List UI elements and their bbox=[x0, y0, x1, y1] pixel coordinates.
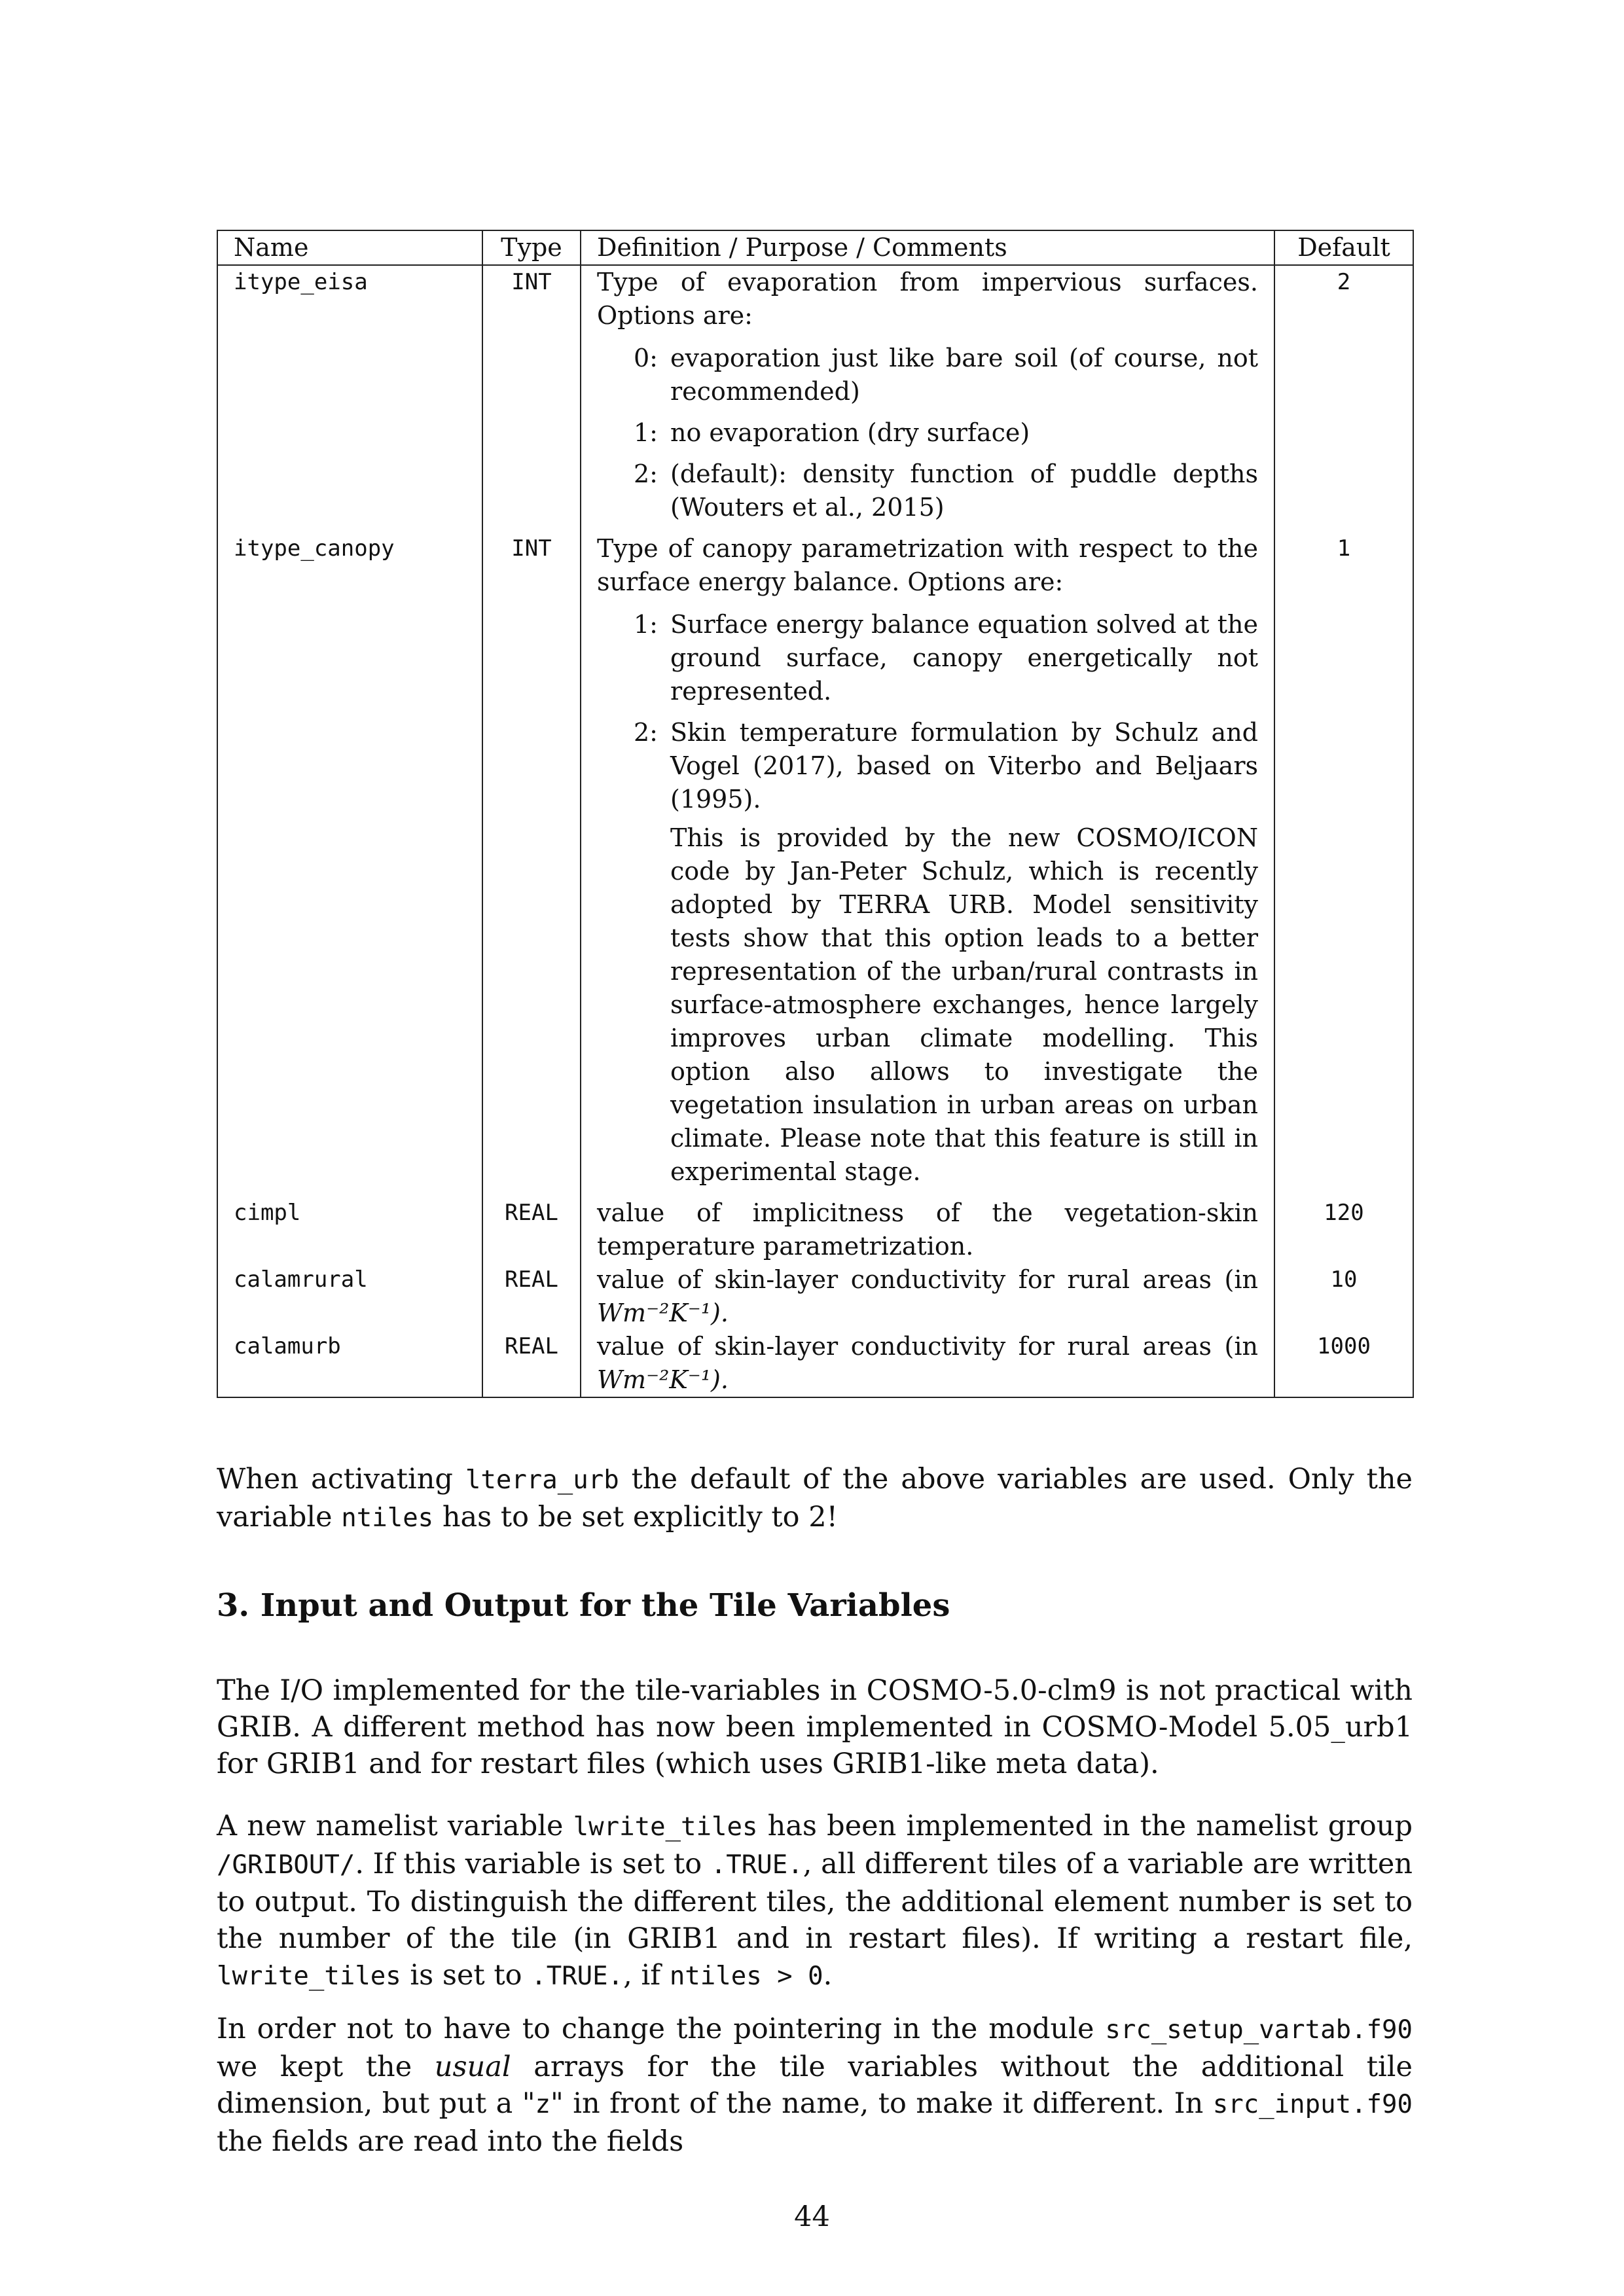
option-text: (default): density function of puddle depths (Wouters et al., 2015) bbox=[670, 459, 1258, 522]
option-list bbox=[597, 342, 1258, 524]
list-item bbox=[597, 716, 1258, 1189]
var-description: value of implicitness of the vegetation-skin temperature parametrization. bbox=[581, 1196, 1274, 1263]
var-description bbox=[581, 265, 1274, 532]
text-run: we kept the bbox=[217, 2051, 435, 2083]
option-text: no evaporation (dry surface) bbox=[670, 418, 1030, 447]
header-name: Name bbox=[217, 230, 482, 265]
paragraph-pointering bbox=[217, 2011, 1413, 2160]
text-run: is set to bbox=[401, 1959, 532, 1992]
option-number: 2: bbox=[634, 459, 658, 488]
code-run: ntiles > 0 bbox=[669, 1962, 823, 1991]
var-default: 10 bbox=[1274, 1263, 1413, 1330]
text-run: In order not to have to change the pointering in the module bbox=[217, 2013, 1106, 2045]
var-name: itype_eisa bbox=[217, 265, 482, 532]
paragraph-activation-note bbox=[217, 1461, 1413, 1537]
option-number: 1: bbox=[634, 418, 658, 447]
var-type: REAL bbox=[482, 1330, 581, 1397]
var-type: REAL bbox=[482, 1263, 581, 1330]
section-heading: 3. Input and Output for the Tile Variables bbox=[217, 1587, 950, 1624]
list-item bbox=[597, 342, 1258, 408]
var-default: 1000 bbox=[1274, 1330, 1413, 1397]
code-run: lwrite_tiles bbox=[573, 1812, 758, 1842]
text-run: has been implemented in the namelist group bbox=[757, 1810, 1413, 1842]
list-item bbox=[597, 608, 1258, 708]
text-run: , all different tiles of a variable are written to output. To distinguish the different tiles, the additional element number is set to the number of the tile (in GRIB1 and in restart files). If writing a restart file, bbox=[217, 1848, 1413, 1955]
option-text: evaporation just like bare soil (of course, not recommended) bbox=[670, 344, 1258, 406]
page-number: 44 bbox=[794, 2200, 830, 2233]
list-item bbox=[597, 457, 1258, 524]
text-run: . If this variable is set to bbox=[355, 1848, 711, 1880]
code-run: lterra_urb bbox=[465, 1465, 619, 1495]
option-list bbox=[597, 608, 1258, 1189]
paragraph-io-intro: The I/O implemented for the tile-variables in COSMO-5.0-clm9 is not practical with GRIB. A different method has now been implemented in COSMO-Model 5.05_urb1 for GRIB1 and for restart files (which uses GRIB1-like meta data). bbox=[217, 1674, 1413, 1780]
code-run: ntiles bbox=[341, 1503, 434, 1533]
header-default: Default bbox=[1274, 230, 1413, 265]
text-run: When activating bbox=[217, 1463, 465, 1496]
code-run: /GRIBOUT/ bbox=[217, 1850, 355, 1880]
var-description bbox=[581, 1263, 1274, 1330]
var-intro: Type of evaporation from impervious surfaces. Options are: bbox=[597, 268, 1258, 330]
emphasis-run: usual bbox=[434, 2051, 511, 2083]
var-name: itype_canopy bbox=[217, 532, 482, 1196]
text-run: the fields are read into the fields bbox=[217, 2125, 684, 2158]
option-text: Skin temperature formulation by Schulz and Vogel (2017), based on Viterbo and Beljaars (1995). bbox=[670, 718, 1258, 814]
var-description bbox=[581, 532, 1274, 1196]
text-run: . bbox=[823, 1959, 833, 1992]
text-run: , if bbox=[623, 1959, 670, 1992]
code-run: .TRUE. bbox=[531, 1962, 624, 1991]
text-run: " in front of the name, to make it different. In bbox=[550, 2087, 1213, 2120]
option-number: 1: bbox=[634, 610, 658, 639]
option-extra-text: This is provided by the new COSMO/ICON code by Jan-Peter Schulz, which is recently adopted by TERRA URB. Model sensitivity tests show that this option leads to a better representation of the urban/rural contrasts in surface-atmosphere exchanges, hence largely improves urban climate modelling. This option also allows to investigate the vegetation insulation in urban areas on urban climate. Please note that this feature is still in experimental stage. bbox=[670, 823, 1258, 1186]
var-name: cimpl bbox=[217, 1196, 482, 1263]
var-intro: value of skin-layer conductivity for rural areas (in bbox=[597, 1265, 1258, 1294]
code-run: src_setup_vartab.f90 bbox=[1105, 2015, 1413, 2045]
option-number: 2: bbox=[634, 718, 658, 747]
text-run: arrays for the tile variables without the additional tile dimension, but put a " bbox=[217, 2051, 1413, 2120]
paragraph-lwrite-tiles bbox=[217, 1808, 1413, 1995]
option-number: 0: bbox=[634, 344, 658, 372]
table-row bbox=[217, 265, 1413, 532]
var-intro: Type of canopy parametrization with respect to the surface energy balance. Options are: bbox=[597, 534, 1258, 596]
var-description bbox=[581, 1330, 1274, 1397]
option-text: Surface energy balance equation solved at the ground surface, canopy energetically not represented. bbox=[670, 610, 1258, 706]
text-run: A new namelist variable bbox=[217, 1810, 573, 1842]
var-name: calamrural bbox=[217, 1263, 482, 1330]
text-run: the default of the above variables are used. Only the variable bbox=[217, 1463, 1413, 1534]
code-run: lwrite_tiles bbox=[217, 1962, 401, 1991]
unit-formula: Wm⁻²K⁻¹). bbox=[597, 1365, 729, 1394]
code-run: z bbox=[535, 2090, 550, 2119]
table-row bbox=[217, 532, 1413, 1196]
var-type: REAL bbox=[482, 1196, 581, 1263]
var-type: INT bbox=[482, 532, 581, 1196]
namelist-variables-table bbox=[217, 230, 1414, 1398]
var-default: 2 bbox=[1274, 265, 1413, 532]
var-default: 120 bbox=[1274, 1196, 1413, 1263]
unit-formula: Wm⁻²K⁻¹). bbox=[597, 1299, 729, 1327]
list-item bbox=[597, 416, 1258, 450]
table-header-row bbox=[217, 230, 1413, 265]
var-default: 1 bbox=[1274, 532, 1413, 1196]
var-intro: value of skin-layer conductivity for rural areas (in bbox=[597, 1332, 1258, 1361]
text-run: has to be set explicitly to 2! bbox=[433, 1501, 838, 1534]
code-run: .TRUE. bbox=[710, 1850, 803, 1880]
header-definition: Definition / Purpose / Comments bbox=[581, 230, 1274, 265]
var-type: INT bbox=[482, 265, 581, 532]
header-type: Type bbox=[482, 230, 581, 265]
table-row bbox=[217, 1196, 1413, 1263]
table-row bbox=[217, 1263, 1413, 1330]
table-row bbox=[217, 1330, 1413, 1397]
var-name: calamurb bbox=[217, 1330, 482, 1397]
code-run: src_input.f90 bbox=[1212, 2090, 1413, 2119]
